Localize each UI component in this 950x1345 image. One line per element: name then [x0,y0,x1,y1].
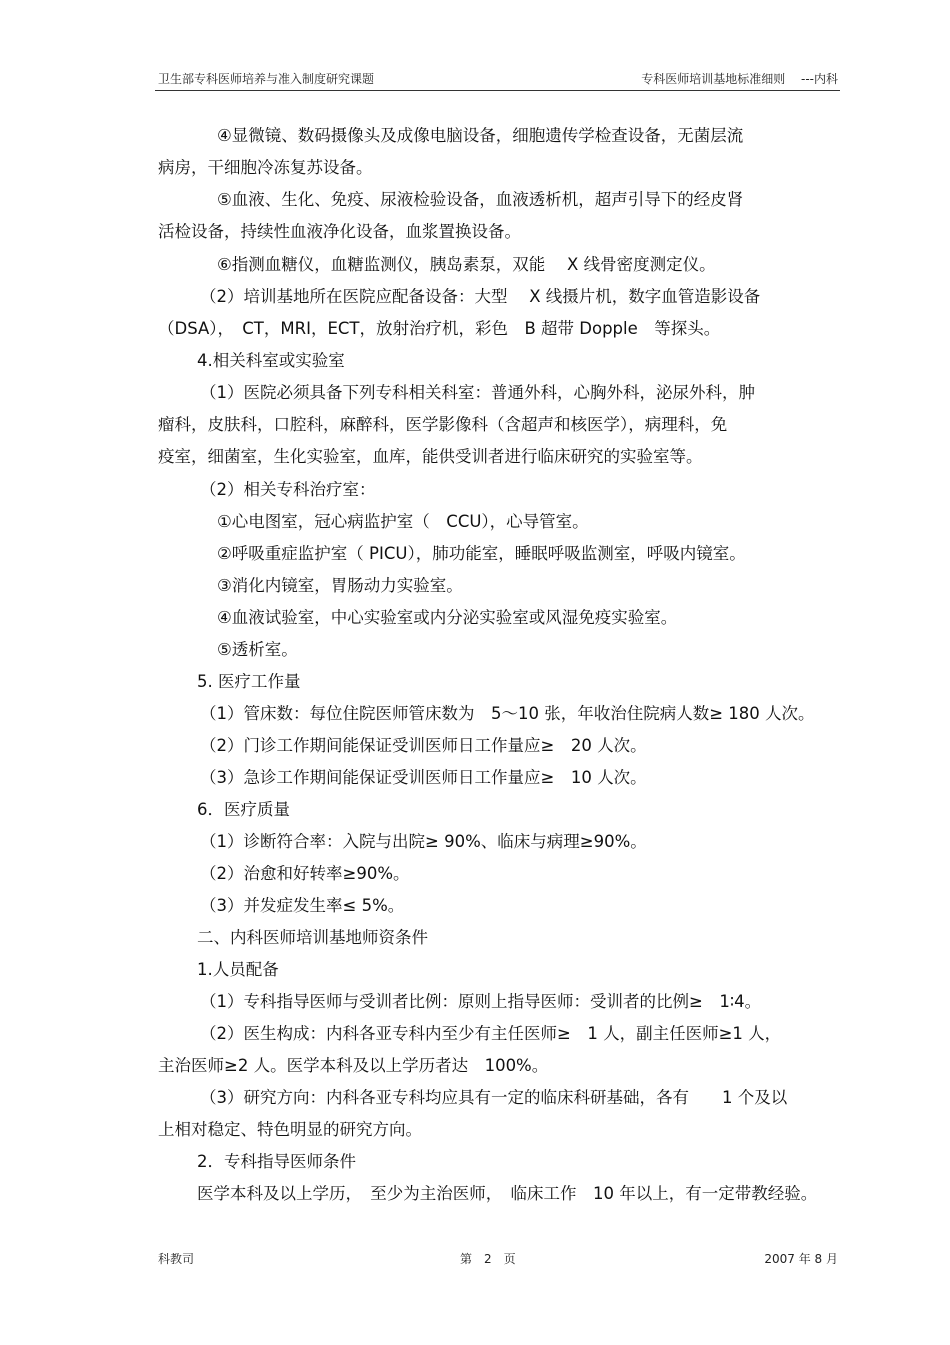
header-right-text: 专科医师培训基地标准细则 ---内科 [641,72,838,86]
body-line: ⑤透析室。 [217,640,298,659]
body-line: 医学本科及以上学历， 至少为主治医师， 临床工作 10 年以上，有一定带教经验。 [197,1184,818,1203]
section-heading: 5. 医疗工作量 [197,672,301,691]
body-line: （2）培训基地所在医院应配备设备：大型 X 线摄片机，数字血管造影设备 [200,287,761,306]
section-heading: 6．医疗质量 [197,800,290,819]
section-heading: 2．专科指导医师条件 [197,1152,356,1171]
body-line: （DSA）， CT，MRI，ECT，放射治疗机，彩色 B 超带 Dopple 等探头。 [158,319,721,338]
body-line: （2）治愈和好转率≥90%。 [200,864,410,883]
body-line: ⑤血液、生化、免疫、尿液检验设备，血液透析机，超声引导下的经皮肾 [217,190,744,209]
body-line: 上相对稳定、特色明显的研究方向。 [158,1120,422,1139]
body-line: ③消化内镜室，胃肠动力实验室。 [217,576,463,595]
body-line: ①心电图室，冠心病监护室（ CCU），心导管室。 [217,512,589,531]
body-line: （1）医院必须具备下列专科相关科室：普通外科，心胸外科，泌尿外科，肿 [200,383,755,402]
body-line: （3）研究方向：内科各亚专科均应具有一定的临床科研基础，各有 1 个及以 [200,1088,788,1107]
header-rule [155,90,840,91]
body-line: （1）诊断符合率：入院与出院≥ 90%、临床与病理≥90%。 [200,832,647,851]
body-line: （1）管床数：每位住院医师管床数为 5～10 张，年收治住院病人数≥ 180 人次。 [200,704,815,723]
header-left-text: 卫生部专科医师培养与准入制度研究课题 [158,72,375,86]
body-line: ④血液试验室，中心实验室或内分泌实验室或风湿免疫实验室。 [217,608,678,627]
body-line: 疫室，细菌室，生化实验室，血库，能供受训者进行临床研究的实验室等。 [158,447,703,466]
page-number: 第 2 页 [460,1252,516,1266]
footer-left-text: 科教司 [158,1252,195,1266]
body-line: ②呼吸重症监护室（ PICU），肺功能室，睡眠呼吸监测室，呼吸内镜室。 [217,544,746,563]
body-line: （3）并发症发生率≤ 5%。 [200,896,405,915]
body-line: （2）医生构成：内科各亚专科内至少有主任医师≥ 1 人，副主任医师≥1 人， [200,1024,782,1043]
body-line: （2）门诊工作期间能保证受训医师日工作量应≥ 20 人次。 [200,736,647,755]
body-line: （2）相关专科治疗室： [200,480,376,499]
section-heading: 4.相关科室或实验室 [197,351,345,370]
body-line: （1）专科指导医师与受训者比例：原则上指导医师：受训者的比例≥ 1∶4。 [200,992,762,1011]
body-line: 主治医师≥2 人。医学本科及以上学历者达 100%。 [158,1056,549,1075]
body-line: 病房，干细胞冷冻复苏设备。 [158,158,373,177]
body-line: ④显微镜、数码摄像头及成像电脑设备，细胞遗传学检查设备，无菌层流 [217,126,744,145]
footer-date: 2007 年 8 月 [764,1252,838,1266]
section-heading: 二、内科医师培训基地师资条件 [197,928,428,947]
body-line: （3）急诊工作期间能保证受训医师日工作量应≥ 10 人次。 [200,768,647,787]
body-line: ⑥指测血糖仪，血糖监测仪，胰岛素泵，双能 X 线骨密度测定仪。 [217,255,716,274]
body-line: 活检设备，持续性血液净化设备，血浆置换设备。 [158,222,521,241]
section-heading: 1.人员配备 [197,960,279,979]
body-line: 瘤科，皮肤科，口腔科，麻醉科，医学影像科（含超声和核医学），病理科，免 [158,415,728,434]
